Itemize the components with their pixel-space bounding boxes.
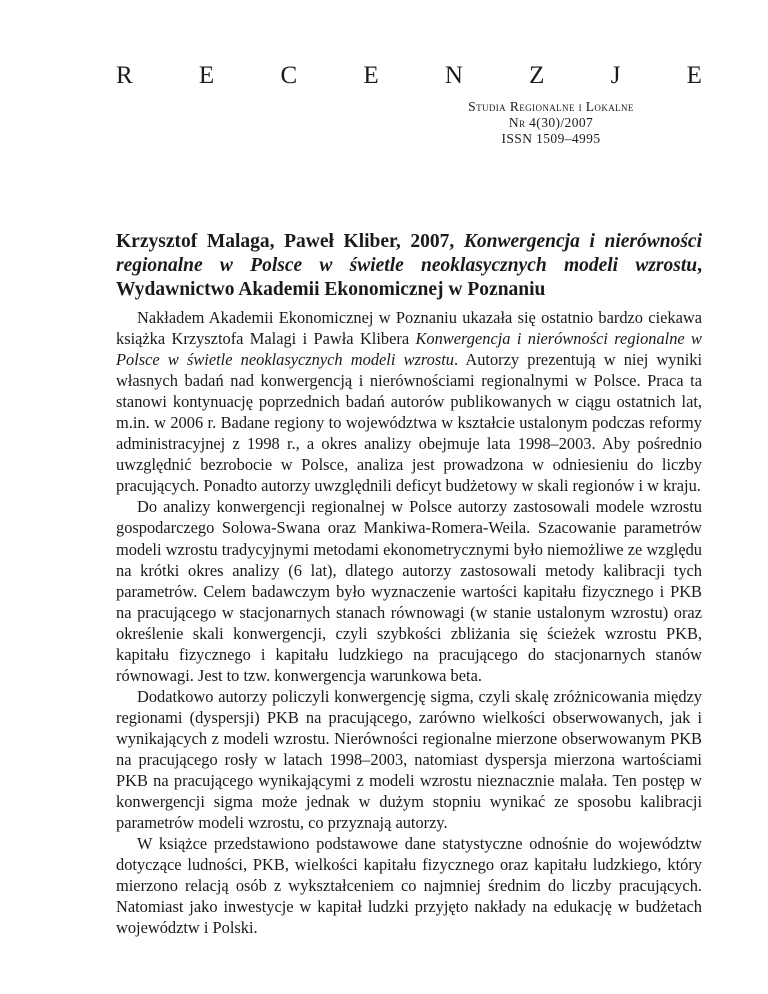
paragraph: Do analizy konwergencji regionalnej w Polsce autorzy zastosowali modele wzrostu gospodarczego Solowa-Swana oraz Mankiwa-Romera-Weila. Szacowanie parametrów modeli wzrostu tradycyjnymi metodami ekonometrycznymi było niemożliwe ze względu na krótki okres analizy (6 lat), dlatego autorzy zastosowali metody kalibracji tych parametrów. Celem badawczym było wyznaczenie wartości kapitału fizycznego i PKB na pracującego w stacjonarnych stanach równowagi (w stanie ustalonym wzrostu) oraz określenie skali konwergencji, czyli szybkości zbliżania się ścieżek wzrostu PKB, kapitału fizycznego i kapitału ludzkiego na pracującego do stacjonarnych stanów równowagi. Jest to tzw. konwergencja warunkowa beta.: [116, 497, 702, 685]
section-letter: C: [280, 62, 298, 89]
section-header: [116, 62, 702, 90]
section-letter: E: [363, 62, 379, 89]
paragraph: W książce przedstawiono podstawowe dane statystyczne odnośnie do województw dotyczące ludności, PKB, wielkości kapitału fizycznego oraz kapitału ludzkiego, który mierzono relacją osób z wykształceniem co najmniej średnim do liczby pracujących. Natomiast jako inwestycje w kapitał ludzki przyjęto nakłady na edukację w budżetach województw i Polski.: [116, 834, 702, 938]
title-authors: Krzysztof Malaga, Paweł Kliber, 2007,: [116, 231, 464, 252]
journal-issue: Nr 4(30)/2007: [508, 115, 594, 130]
review-title: [116, 230, 702, 302]
title-publisher: , Wydawnictwo Akademii Ekonomicznej w Poznaniu: [116, 255, 702, 300]
journal-name: Studia Regionalne i Lokalne: [468, 99, 634, 114]
book-title: Konwergencja i nierówności regionalne w Polsce w świetle neoklasycznych modeli wzrostu: [116, 329, 702, 370]
section-letter: Z: [529, 62, 545, 89]
journal-issn: ISSN 1509–4995: [501, 131, 601, 146]
paragraph-text: Nakładem Akademii Ekonomicznej w Poznaniu ukazała się ostatnio bardzo ciekawa książka Krzysztofa Malagi i Pawła Klibera: [116, 308, 702, 349]
paragraph: [116, 307, 702, 496]
section-letter: E: [198, 62, 215, 89]
section-letter: R: [116, 62, 133, 89]
review-body: [116, 307, 702, 938]
journal-info: [400, 99, 702, 147]
title-book: Konwergencja i nierówności regionalne w Polsce w świetle neoklasycznych modeli wzrostu: [116, 231, 702, 276]
paragraph-text: . Autorzy prezentują w niej wyniki własnych badań nad konwergencją i nierównościami regionalnymi w Polsce. Praca ta stanowi kontynuację poprzednich badań autorów publikowanych w ciągu ostatnich lat, m.in. w 2006 r. Badane regiony to województwa w kształcie ustalonym podczas reformy administracyjnej z 1998 r., a okres analizy obejmuje lata 1998–2003. Aby pośrednio uwzględnić bezrobocie w Polsce, analiza jest prowadzona w odniesieniu do liczby pracujących. Ponadto autorzy uwzględnili deficyt budżetowy w skali regionów i w kraju.: [116, 350, 702, 496]
section-letter: E: [686, 62, 702, 89]
section-letter: J: [610, 62, 621, 89]
paragraph: Dodatkowo autorzy policzyli konwergencję sigma, czyli skalę zróżnicowania między regionami (dyspersji) PKB na pracującego, zarówno wielkości obserwowanych, jak i wynikających z modeli wzrostu. Nierówności regionalne mierzone obserwowanym PKB na pracującego rosły w latach 1998–2003, natomiast dyspersja mierzona wartościami PKB na pracującego wynikającymi z modeli wzrostu nieznacznie malała. Ten postęp w konwergencji sigma może jednak w dużym stopniu wynikać ze sposobu kalibracji parametrów modeli wzrostu, co przyznają autorzy.: [116, 686, 702, 833]
section-letter: N: [444, 62, 463, 89]
